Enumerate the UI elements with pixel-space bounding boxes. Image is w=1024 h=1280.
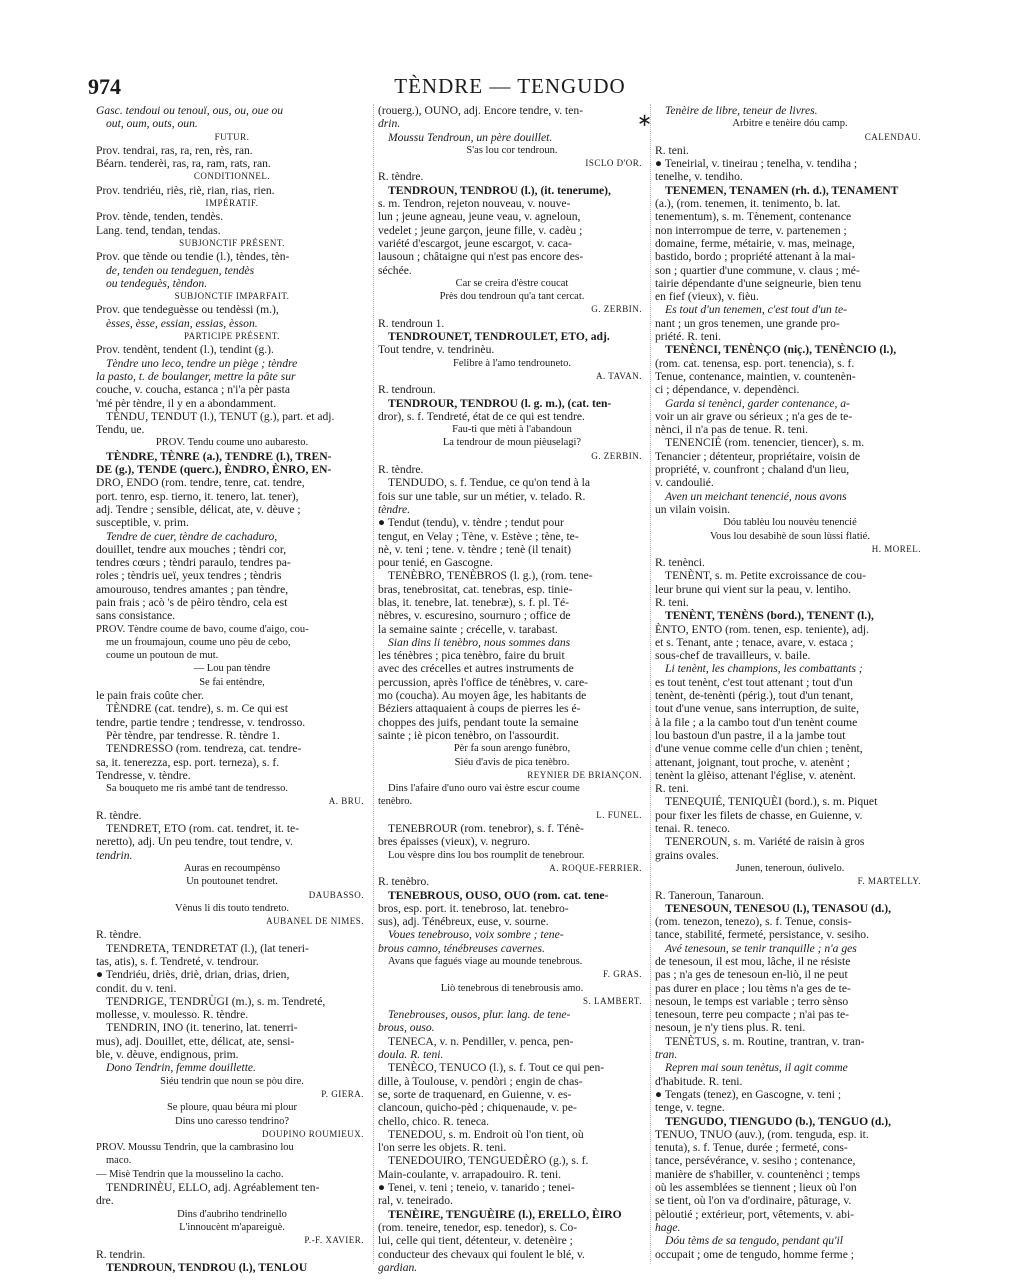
text-line: A. ROQUE-FERRIER. — [549, 862, 642, 873]
text-line: occupait ; ome de tengudo, homme ferme ; — [655, 1247, 854, 1261]
text-line: tenesoun, terre peu compacte ; n'ai pas te- — [655, 1008, 849, 1022]
text-line: DE (g.), TENDE (querc.), ÈNDRO, ÈNRO, EN- — [96, 463, 332, 477]
text-line: tèndre. — [378, 502, 411, 516]
text-line: mollesse, v. moulesso. R. tèndre. — [96, 1008, 249, 1022]
text-line: R. tenèbro. — [378, 875, 430, 889]
text-line: Tout tendre, v. tendrinèu. — [378, 343, 495, 357]
text-line: P.-F. XAVIER. — [304, 1235, 364, 1246]
text-line: à la file ; a la cambo tout d'un tenènt coume — [655, 715, 858, 729]
text-line: (rom. tenezon, tenezo), s. f. Tenue, consis- — [655, 915, 852, 929]
text-line: DAUBASSO. — [308, 889, 364, 900]
text-line: où les assemblées se tiennent ; lieux où l'on — [655, 1181, 857, 1195]
text-line: d'une venue comme celle d'un chien ; tenènt, — [655, 742, 863, 756]
text-line: SUBJONCTIF IMPARFAIT. — [174, 291, 290, 302]
text-line: Près dou tendroun qu'a tant cercat. — [439, 291, 585, 303]
text-line: Prov. que tènde ou tendie (l.), tèndes, tèn- — [96, 250, 290, 264]
text-line: èsses, èsse, essian, essias, èsson. — [106, 316, 258, 330]
text-line: leur brune qui vient sur la peau, v. lentiho. — [655, 582, 851, 596]
text-line: TENÈNT, TENÈNS (bord.), TENENT (l.), — [665, 609, 874, 623]
text-line: R. teni. — [655, 143, 689, 157]
text-line: lui, celle qui tient, détenteur, v. detenèire ; — [378, 1234, 573, 1248]
text-line: G. ZERBIN. — [591, 450, 642, 461]
text-line: ISCLO D'OR. — [585, 158, 642, 169]
text-line: L'innoucènt m'apareiguè. — [179, 1221, 285, 1233]
text-line: ● Tengats (tenez), en Gascogne, v. teni ; — [655, 1087, 842, 1101]
text-line: Li tenènt, les champions, les combattants ; — [665, 662, 863, 676]
text-line: Fau-ti que mèti à l'abandoun — [452, 424, 572, 436]
text-line: ou tendeguès, tèndon. — [106, 276, 208, 290]
text-line: Prov. tendènt, tendent (l.), tendint (g.). — [96, 343, 274, 357]
text-line: sainte ; iè picon tenèbro, on l'assourdit. — [378, 728, 560, 742]
text-line: s. m. Tendron, rejeton nouveau, v. nouve- — [378, 197, 571, 211]
page-number: 974 — [88, 74, 121, 99]
text-line: nèbres, v. escuresino, sournuro ; office de — [378, 609, 571, 623]
text-line: TENEBROUR (rom. tenebror), s. f. Ténè- — [388, 822, 584, 836]
text-line: drin. — [378, 117, 401, 131]
text-line: Moussu Tendroun, un père douillet. — [388, 130, 553, 144]
text-line: es tout tenènt, c'est tout attenant ; tout d'un — [655, 675, 853, 689]
text-line: mus), adj. Douillet, ette, délicat, ate, sensi- — [96, 1034, 295, 1048]
text-line: Tenancier ; détenteur, propriétaire, voisin de — [655, 449, 861, 463]
text-line: Junen, teneroun, óulivelo. — [735, 862, 845, 874]
text-line: l'on serre les objets. R. teni. — [378, 1141, 507, 1155]
text-line: pour tenié, en Gascogne. — [378, 556, 493, 570]
text-line: sous-chef de travailleurs, v. baile. — [655, 649, 811, 663]
text-line: TENEROUN, s. m. Variété de raisin à gros — [665, 835, 865, 849]
text-line: tance, persévérance, v. sesiho ; contenance, — [655, 1154, 856, 1168]
text-line: tenèbro. — [378, 796, 413, 808]
text-line: TENÈNT, s. m. Petite excroissance de cou- — [665, 569, 866, 583]
text-line: R. Taneroun, Tanaroun. — [655, 888, 765, 902]
dictionary-column-middle — [378, 104, 646, 1274]
text-line: TENDRINÈU, ELLO, adj. Agréablement ten- — [106, 1181, 320, 1195]
text-line: blas, it. tenebre, lat. tenebræ), s. f. pl. Té- — [378, 595, 570, 609]
text-line: Dins l'afaire d'uno ouro vai èstre escur coume — [388, 783, 580, 795]
text-line: tance, stabilité, fermeté, persistance, v. sesiho. — [655, 928, 869, 942]
text-line: Prov. que tendeguèsse ou tendèssi (m.), — [96, 303, 279, 317]
dictionary-column-left — [96, 104, 368, 1274]
column-divider — [650, 104, 651, 1264]
text-line: Béziers attaquaient à coups de pierres les é- — [378, 702, 581, 716]
text-line: R. tendroun 1. — [378, 316, 445, 330]
text-line: Vènus li dis touto tendreto. — [174, 902, 290, 914]
text-line: Tendresse, v. tèndre. — [96, 768, 191, 782]
text-line: TENDUDO, s. f. Tendue, ce qu'on tend à la — [388, 476, 590, 490]
text-line: Prov. tendriéu, riès, riè, rian, rias, rien. — [96, 183, 275, 197]
text-line: (a.), (rom. tenemen, it. tenimento, b. lat. — [655, 197, 841, 211]
text-line: Tendre de cuer, tèndre de cachaduro, — [106, 529, 278, 543]
text-line: avec des crécelles et autres instruments de — [378, 662, 574, 676]
text-line: attenant, joignant, tout proche, v. atenènt ; — [655, 755, 850, 769]
text-line: TENÈIRE, TENGUÈIRE (l.), ERELLO, ÈIRO — [388, 1207, 622, 1221]
text-line: Garda si tenènci, garder contenance, a- — [665, 396, 850, 410]
text-line: H. MOREL. — [871, 543, 921, 554]
text-line: ÈNTO, ENTO (rom. tenen, esp. teniente), adj. — [655, 622, 869, 636]
text-line: un vilain voisin. — [655, 502, 731, 516]
text-line: R. tendroun. — [378, 383, 436, 397]
text-line: R. tèndre. — [96, 808, 142, 822]
text-line: domaine, ferme, métairie, v. mas, meinage, — [655, 236, 855, 250]
text-line: tenuta), s. f. Tenue, durée ; fermeté, cons- — [655, 1141, 848, 1155]
text-line: dre. — [96, 1194, 114, 1208]
text-line: non interrompue de terre, v. partenemen ; — [655, 223, 847, 237]
text-line: La tendrour de moun pièuselagi? — [442, 437, 582, 449]
text-line: pour fixer les filets de chasse, en Guienne, v. — [655, 808, 863, 822]
text-line: Un poutounet tendret. — [186, 876, 278, 888]
text-line: bastido, bordo ; propriété attenant à la mai- — [655, 250, 856, 264]
text-line: gardian. — [378, 1260, 418, 1274]
text-line: douillet, tendre aux mouches ; tèndri cor, — [96, 542, 287, 556]
text-line: choppes des juifs, pendant toute la semaine — [378, 715, 579, 729]
text-line: propriété, v. counfront ; chaland d'un lieu, — [655, 463, 850, 477]
text-line: bros, esp. port. it. tenebroso, lat. tenebro- — [378, 901, 569, 915]
text-line: vedelet ; jeune garçon, jeune fille, v. cadèu ; — [378, 223, 583, 237]
text-line: P. GIERA. — [321, 1088, 364, 1099]
text-line: PROV. Tendu coume uno aubaresto. — [155, 437, 309, 449]
text-line: CALENDAU. — [864, 131, 921, 142]
text-line: nant ; un gros tenemen, une grande pro- — [655, 316, 840, 330]
text-line: son ; quartier d'une commune, v. claus ; mé- — [655, 263, 860, 277]
text-line: REYNIER DE BRIANÇON. — [527, 769, 642, 780]
text-line: Dins uno caresso tendrino? — [174, 1115, 289, 1127]
text-line: Tenèire de libre, teneur de livres. — [665, 104, 818, 117]
text-line: Es tout d'un tenemen, c'est tout d'un te- — [665, 303, 847, 317]
text-line: de tenesoun, il est mou, lâche, il ne résiste — [655, 955, 851, 968]
text-line: Tendu, ue. — [96, 423, 145, 437]
text-line: pas ; n'a ges de tenesoun en-liò, il ne peut — [655, 968, 848, 982]
text-line: bres épaisses (vieux), v. negruro. — [378, 835, 531, 849]
text-line: TENUO, TNUO (auv.), (rom. tenguda, esp. it. — [655, 1127, 869, 1141]
text-line: F. GRAS. — [602, 969, 642, 980]
text-line: susceptible, v. prim. — [96, 516, 189, 530]
text-line: Auras en recoumpènso — [183, 862, 281, 874]
text-line: nènci, il n'a pas de tenue. R. teni. — [655, 423, 809, 437]
text-line: se tient, où l'on va d'ordinaire, pâturage, v. — [655, 1194, 852, 1208]
text-line: tenelhe, v. tendiho. — [655, 170, 743, 184]
text-line: Tenue, contenance, maintien, v. countenèn- — [655, 369, 856, 383]
text-line: Se fai entèndre, — [199, 676, 265, 688]
text-line: v. candoulié. — [655, 476, 714, 490]
text-line: dille, à Toulouse, v. pendòri ; engin de chas- — [378, 1074, 583, 1088]
text-line: d'habitude. R. teni. — [655, 1074, 743, 1088]
text-line: hage. — [655, 1220, 681, 1234]
text-line: conducteur des chevaux qui foulent le blé, v. — [378, 1247, 585, 1261]
text-line: TENÈBRO, TENÈBROS (l. g.), (rom. tene- — [388, 569, 593, 583]
text-line: ● Tendut (tendu), v. tèndre ; tendut pour — [378, 516, 564, 530]
text-line: brous, ouso. — [378, 1021, 435, 1035]
text-line: lun ; jeune agneau, jeune veau, v. agneloun, — [378, 210, 581, 224]
text-line: SUBJONCTIF PRÉSENT. — [179, 237, 285, 248]
text-line: lou bastoun d'un pastre, il a la jambe tout — [655, 728, 846, 742]
text-line: PARTICIPE PRÉSENT. — [184, 331, 280, 342]
text-line: TENEQUIÉ, TENIQUÈI (bord.), s. m. Piquet — [665, 795, 878, 809]
text-line: percussion, après l'office de ténèbres, v. care- — [378, 675, 589, 689]
text-line: Prov. tènde, tenden, tendès. — [96, 210, 224, 224]
text-line: se, sorte de traquenard, en Guienne, v. es- — [378, 1087, 572, 1101]
text-line: TENECA, v. n. Pendiller, v. penca, pen- — [388, 1034, 574, 1048]
text-line: TENÈNCI, TENÈNÇO (niç.), TENÈNCIO (l.), — [665, 343, 897, 357]
text-line: chello, chico. R. teneca. — [378, 1114, 490, 1128]
text-line: R. tèndre. — [96, 928, 142, 942]
text-line: neretto), adj. Un peu tendre, tout tendre, v. — [96, 835, 293, 849]
text-line: Lou vèspre dins lou bos roumplit de tenebrour. — [388, 849, 585, 861]
text-line: Prov. tendrai, ras, ra, ren, rès, ran. — [96, 143, 253, 157]
text-line: Dono Tendrin, femme douillette. — [106, 1061, 256, 1075]
text-line: TENEDOU, s. m. Endroit où l'on tient, où — [388, 1127, 584, 1141]
text-line: grains ovales. — [655, 848, 719, 862]
text-line: bras, tenebrositat, cat. tenebras, esp. tinie- — [378, 582, 573, 596]
text-line: la pasto, t. de boulanger, mettre la pâte sur — [96, 369, 296, 383]
text-line: Felibre à l'amo tendrouneto. — [453, 357, 571, 369]
text-line: (rom. teneire, tenedor, esp. tenedor), s. Co- — [378, 1220, 578, 1234]
text-line: A. TAVAN. — [595, 370, 642, 381]
text-line: tran. — [655, 1048, 678, 1062]
text-line: Gasc. tendoui ou tenouï, ous, ou, oue ou — [96, 104, 284, 117]
text-line: TENÈTUS, s. m. Routine, trantran, v. tran- — [665, 1034, 865, 1048]
text-line: Siéu tendrin que noun se pòu dire. — [160, 1075, 304, 1087]
text-line: R. tenènci. — [655, 556, 705, 570]
text-line: ● Tenei, v. teni ; teneio, v. tanarido ; tenei- — [378, 1181, 575, 1195]
text-line: en fief (vieux), v. fièu. — [655, 290, 759, 304]
text-line: L. FUNEL. — [596, 809, 642, 820]
text-line: les ténèbres ; pica tenèbro, faire du bruit — [378, 649, 565, 663]
text-line: TENEBROUS, OUSO, OUO (rom. cat. tene- — [388, 888, 609, 902]
text-line: Lang. tend, tendan, tendas. — [96, 223, 221, 237]
text-line: adj. Tendre ; sensible, délicat, ate, v. dèuve ; — [96, 502, 301, 516]
text-line: PROV. Moussu Tendrin, que la cambrasino lou — [96, 1142, 294, 1154]
text-line: A. BRU. — [328, 796, 364, 807]
text-line: TENGUDO, TIENGUDO (b.), TENGUO (d.), — [665, 1114, 892, 1128]
text-line: Pèr tèndre, par tendresse. R. tèndre 1. — [106, 728, 280, 742]
text-line: (rom. cat. tenensa, esp. port. tenencia), s. f. — [655, 356, 855, 370]
text-line: R. teni. — [655, 782, 689, 796]
text-line: TENDROUN, TENDROU (l.), TENLOU — [106, 1260, 308, 1274]
text-line: R. tèndre. — [378, 170, 424, 184]
text-line: sa, it. tenerezza, esp. port. terneza), s. f. — [96, 755, 280, 769]
text-line: IMPÉRATIF. — [205, 198, 259, 209]
text-line: tas, atis), s. f. Tendreté, v. tendrour. — [96, 955, 259, 968]
text-line: Car se creira d'èstre coucat — [455, 277, 569, 289]
running-head: TÈNDRE — TENGUDO — [394, 74, 626, 98]
text-line: amourouso, tendres amantes ; pan tèndre, — [96, 582, 289, 596]
text-line: TÈNDRE (cat. tendre), s. m. Ce qui est — [106, 702, 288, 716]
text-line: mo (coucha). Au moyen âge, les habitants de — [378, 689, 587, 703]
text-line: tengut, en Velay ; Tène, v. Estève ; tène, te- — [378, 529, 579, 543]
text-line: Liò tenebrous di tenebrousis amo. — [440, 982, 584, 994]
text-line: ● Tendriéu, driès, driè, drian, drias, drien, — [96, 968, 290, 982]
text-line: manière de s'habiller, v. countenènci ; temps — [655, 1167, 860, 1181]
text-line: Main-coulante, v. arrapadouiro. R. teni. — [378, 1167, 562, 1181]
text-line: Aven un meichant tenencié, nous avons — [665, 489, 847, 503]
text-line: TENDROUNET, TENDROULET, ETO, adj. — [388, 330, 610, 344]
text-line: nè, v. teni ; tene. v. tèndre ; tenè (il tenait) — [378, 542, 571, 556]
text-line: TENDRET, ETO (rom. cat. tendret, it. te- — [106, 822, 300, 836]
text-line: clancoun, quicho-pèd ; chiquenaude, v. pe- — [378, 1101, 577, 1115]
text-line: TENEDOUIRO, TENGUEDÈRO (g.), s. f. — [388, 1154, 589, 1168]
text-line: port. tenro, esp. tierno, it. tenero, lat. tener), — [96, 489, 299, 503]
text-line: me un froumajoun, coume uno pèu de cebo, — [106, 636, 291, 648]
text-line: Pèr fa soun arengo funèbro, — [453, 743, 571, 755]
text-line: Arbitre e tenèire dóu camp. — [732, 118, 848, 130]
text-line: ● Teneirial, v. tineirau ; tenelha, v. tendiha ; — [655, 157, 858, 171]
text-line: Dóu tèms de sa tengudo, pendant qu'il — [665, 1234, 843, 1248]
text-line: Repren mai soun tenètus, il agit comme — [665, 1061, 848, 1075]
text-line: lausoun ; châtaigne qui n'est pas encore des- — [378, 250, 584, 264]
text-line: et s. Tenant, ante ; tenace, avare, v. estaca ; — [655, 635, 854, 649]
text-line: Se ploure, quau béura mi plour — [166, 1102, 298, 1114]
text-line: — Lou pan tèndre — [193, 663, 271, 675]
text-line: ci ; dépendance, v. dependènci. — [655, 383, 800, 397]
text-line: Béarn. tenderèi, ras, ra, ram, rats, ran. — [96, 157, 271, 171]
text-line: ble, v. dèuve, endignous, prim. — [96, 1048, 239, 1062]
text-line: Tenebrouses, ousos, plur. lang. de tene- — [388, 1008, 571, 1022]
text-line: condit. du v. teni. — [96, 981, 177, 995]
text-line: de, tenden ou tendeguen, tendès — [106, 263, 255, 277]
text-line: priété. R. teni. — [655, 330, 722, 344]
text-line: pas durer en place ; lou tèms n'a ges de te- — [655, 981, 851, 995]
text-line: CONDITIONNEL. — [193, 171, 271, 182]
text-line: tout d'une venue, sans interruption, de suite, — [655, 702, 859, 716]
text-line: TENDROUN, TENDROU (l.), (it. tenerume), — [388, 183, 611, 197]
text-line: TENDRETA, TENDRETAT (l.), (lat teneri- — [106, 941, 309, 955]
text-line: doula. R. teni. — [378, 1048, 444, 1062]
text-line: S. LAMBERT. — [582, 995, 642, 1006]
margin-asterisk: ∗ — [637, 110, 653, 130]
text-line: tendre, partie tendre ; tendresse, v. tendrosso. — [96, 715, 306, 729]
text-line: AUBANEL DE NIMES. — [266, 916, 364, 927]
text-line: DRO, ENDO (rom. tendre, tenre, cat. tendre, — [96, 476, 305, 490]
text-line: tenementum), s. m. Tènement, contenance — [655, 210, 852, 224]
text-line: FUTUR. — [214, 131, 250, 142]
text-line: pain frais ; acò 's de pèiro tèndro, cela est — [96, 595, 288, 609]
column-divider — [373, 104, 374, 1264]
text-line: sus), adj. Ténébreux, euse, v. sourne. — [378, 915, 549, 929]
text-line: TENÈCO, TENUCO (l.), s. f. Tout ce qui pen- — [388, 1061, 605, 1075]
text-line: dror), s. f. Tendreté, état de ce qui est tendre. — [378, 409, 585, 423]
text-line: tenènt, de-tenènti (périg.), tout d'un tenant, — [655, 689, 854, 703]
text-line: tairie dépendante d'une seigneurie, bien tenu — [655, 276, 862, 290]
text-line: coume un poutoun de mut. — [106, 650, 219, 662]
text-line: le pain frais coûte cher. — [96, 689, 204, 703]
text-line: Avans que fagués viage au mounde tenebrous. — [388, 956, 583, 967]
text-line: nesoun, le temps est variable ; terro sènso — [655, 994, 849, 1008]
text-line: DOUPINO ROUMIEUX. — [262, 1128, 364, 1139]
text-line: R. tendrin. — [96, 1247, 146, 1261]
text-line: TENDRIN, INO (it. tenerino, lat. tenerri- — [106, 1021, 298, 1035]
text-line: Siéu d'avis de pica tenèbro. — [454, 756, 570, 768]
text-line: variété d'escargot, jeune escargot, v. caca- — [378, 236, 573, 250]
text-line: TENENCIÉ (rom. tenencier, tiencer), s. m. — [665, 436, 865, 450]
text-line: voir un air grave ou sérieux ; n'a ges de te- — [655, 409, 853, 423]
text-line: TENDRESSO (rom. tendreza, cat. tendre- — [106, 742, 302, 756]
text-line: 'mé pèr tèndre, il y en a abondamment. — [96, 396, 277, 410]
text-line: R. tèndre. — [378, 463, 424, 477]
text-line: la semaine sainte ; crécelle, v. tarabast. — [378, 622, 558, 636]
text-line: TENESOUN, TENESOU (l.), TENASOU (d.), — [665, 901, 892, 915]
text-line: tendrin. — [96, 848, 133, 862]
text-line: Avé tenesoun, se tenir tranquille ; n'a ges — [665, 941, 857, 955]
text-line: G. ZERBIN. — [591, 304, 642, 315]
text-line: maco. — [106, 1155, 132, 1167]
text-line: TENEMEN, TENAMEN (rh. d.), TENAMENT — [665, 183, 899, 197]
text-line: Voues tenebrouso, voix sombre ; tene- — [388, 928, 564, 942]
text-line: TENDRIGE, TENDRÙGI (m.), s. m. Tendreté, — [106, 994, 326, 1008]
text-line: (rouerg.), OUNO, adj. Encore tendre, v. ten- — [378, 104, 584, 117]
text-line: couche, v. coucha, estanca ; n'i'a pèr pasta — [96, 383, 290, 397]
text-line: TÈNDU, TENDUT (l.), TENUT (g.), part. et adj. — [106, 409, 335, 423]
text-line: F. MARTELLY. — [857, 876, 921, 887]
text-line: séchée. — [378, 263, 412, 277]
text-line: TÈNDRE, TÈNRE (a.), TENDRE (l.), TREN- — [106, 449, 332, 463]
text-line: ral, v. teneirado. — [378, 1194, 453, 1208]
text-line: brous camno, ténébreuses cavernes. — [378, 941, 545, 955]
text-line: tenai. R. teneco. — [655, 822, 731, 836]
text-line: Sian dins li tenèbro, nous sommes dans — [388, 635, 571, 649]
text-line: Dóu tablèu lou nouvèu tenencié — [723, 517, 857, 529]
text-line: Vous lou desabihè de soun lùssi flatié. — [710, 530, 870, 542]
text-line: pèloutié ; extérieur, port, vêtements, v. abi- — [655, 1207, 855, 1221]
text-line: R. teni. — [655, 595, 689, 609]
text-line: out, oum, outs, oun. — [106, 117, 198, 131]
text-line: Sa bouqueto me ris ambé tant de tendresso. — [106, 783, 288, 795]
text-line: Tèndre uno leco, tendre un piège ; tèndre — [106, 356, 298, 370]
text-line: S'as lou cor tendroun. — [466, 144, 558, 156]
text-line: nesoun, je n'y tiens plus. R. teni. — [655, 1021, 806, 1035]
dictionary-column-right — [655, 104, 925, 1264]
text-line: Dins d'aubriho tendrinello — [177, 1208, 287, 1220]
text-line: roles ; tèndris ueï, yeux tendres ; tèndris — [96, 569, 282, 583]
text-line: tenge, v. tegne. — [655, 1101, 725, 1115]
text-line: sans consistance. — [96, 609, 176, 623]
text-line: PROV. Tèndre coume de bavo, coume d'aigo, cou- — [96, 623, 309, 635]
text-line: tendres cœurs ; tèndri paraulo, tendres pa- — [96, 556, 291, 570]
text-line: TENDROUR, TENDROU (l. g. m.), (cat. ten- — [388, 396, 612, 410]
text-line: — Misè Tendrin que la mousselino la cacho. — [96, 1168, 284, 1180]
text-line: fois sur une table, sur un métier, v. telado. R. — [378, 489, 586, 503]
text-line: tenènt la glèiso, attenant l'église, v. atenènt. — [655, 768, 856, 782]
